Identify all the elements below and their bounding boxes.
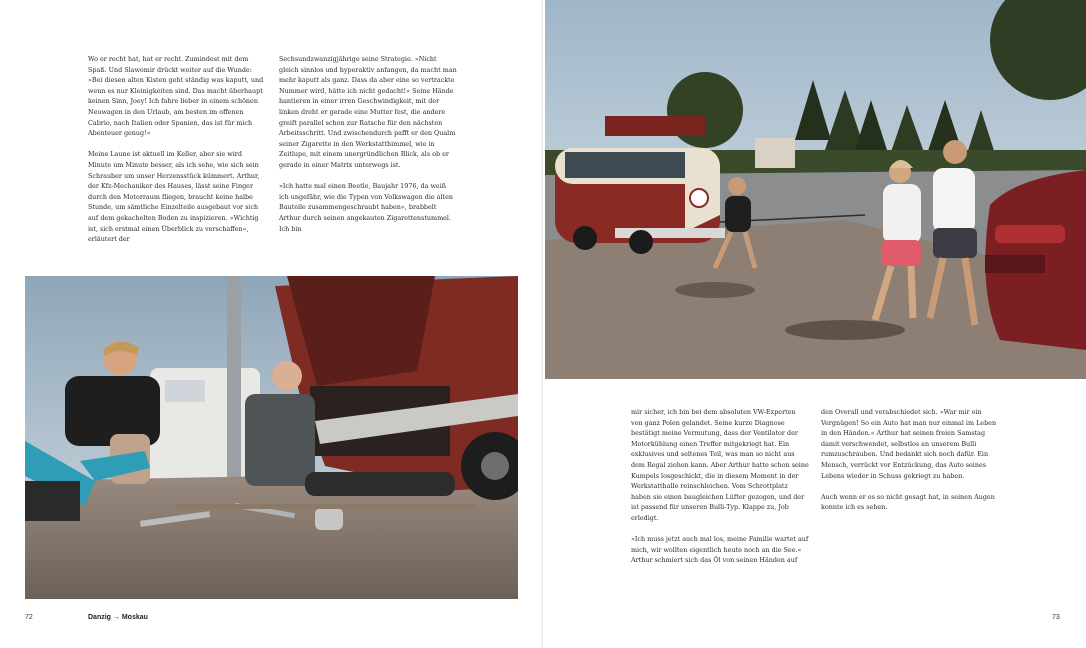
paragraph: Wo er recht hat, hat er recht. Zumindest mit dem Spaß. Und Slawomir drückt weiter auf die Wunde: »Bei diesen alten Kisten geht ständig was kaputt, und wenn es nur Kleinigkeiten sind. Das macht überhaupt keinen Sinn, Joey! Ich fahre lieber in einem schönen Neuwagen in den Urlaub, am besten im offenen Cabrio, nach Italien oder Spanien, das ist für mich Abenteuer genug!« [88,55,264,138]
right-page [543,0,1086,648]
right-text-column-2 [821,407,999,524]
left-text-column-1 [88,54,266,255]
page-number-left: 72 [25,614,33,621]
paragraph: Auch wenn er es so nicht gesagt hat, in seinen Augen konnte ich es sehen. [821,492,995,512]
mechanics-illustration [25,276,518,599]
bus-illustration [545,0,1086,379]
paragraph: »Ich hatte mal einen Beetle, Baujahr 1976, da weiß ich ungefähr, wie die Typen von Volkswagen die alten Bauteile zusammengeschraubt haben«, brabbelt Arthur durch seinen angekauten Zigarettenstummel. Ich bin [279,182,453,233]
page-number-right: 73 [1052,614,1060,621]
paragraph: mir sicher, ich bin bei dem absoluten VW-Experten von ganz Polen gelandet. Seine kurze Diagnose bestätigt meine Vermutung, dass der Ventilator der Motorkühlung einen Treffer mitgekriegt hat. Ein exklusives und seltenes Teil, was man so nicht aus dem Regal ziehen kann. Aber Arthur hatte schon seine Kumpels losgeschickt, die in diesem Moment in der Werkstatthalle reinschleichen. Vom Schrottplatz haben sie einen baugleichen Lüfter gezogen, und der ist passend für unseren Bulli-Typ. Klappe zu, Job erledigt. [631,408,809,522]
paragraph: »Ich muss jetzt auch mal los, meine Familie wartet auf mich, wir wollten eigentlich heute noch an die See.« Arthur schmiert sich das Öl von seinen Händen auf [631,535,809,565]
paragraph: Meine Laune ist aktuell im Keller, aber sie wird Minute um Minute besser, als ich sehe, wie sich sein Schrauber um unser Herzensstück kümmert. Arthur, der Kfz-Mechaniker des Hauses, lässt seine Finger durch den Motorraum fliegen, braucht keine halbe Stunde, um sämtliche Einzelteile ausgebaut vor sich auf dem gekachelten Boden zu inspizieren. »Wichtig ist, sich erstmal einen Überblick zu verschaffen«, erläutert der [88,150,260,244]
running-head: Danzig → Moskau [88,614,148,621]
left-text-column-2 [279,54,457,245]
paragraph: den Overall und verabschiedet sich. »War mir ein Vergnügen! So ein Auto hat man nur einmal im Leben in den Händen.« Arthur hat seinen freien Samstag damit verschwendet, selbstlos an unserem Bulli rumzuschrauben. Und bedankt sich noch dafür. Ein Mensch, verrückt vor Entzückung, das Auto seines Lebens wieder in Schuss gekriegt zu haben. [821,408,997,480]
mechanics-photo [25,276,518,599]
right-text-column-1 [631,407,809,577]
bus-photo [545,0,1086,379]
paragraph: Sechsundzwanzigjährige seine Strategie. »Nicht gleich sinnlos und hyperaktiv anfangen, da macht man mehr kaputt als ganz. Dass da aber eine so vertrackte Nummer wird, hätte ich nicht gedacht!« Seine Hände hantieren in einer irren Geschwindigkeit, mit der linken dreht er gerade eine Mutter fest, die andere greift parallel schon zur Ratsche für den nächsten Arbeitsschritt. Und zwischendurch pafft er den Qualm seiner Zigarette in den Werkstatthimmel, wie in Zeitlupe, mit einem unergründlichen Blick, als ob er gerade in einer Matrix unterwegs ist. [279,55,457,169]
